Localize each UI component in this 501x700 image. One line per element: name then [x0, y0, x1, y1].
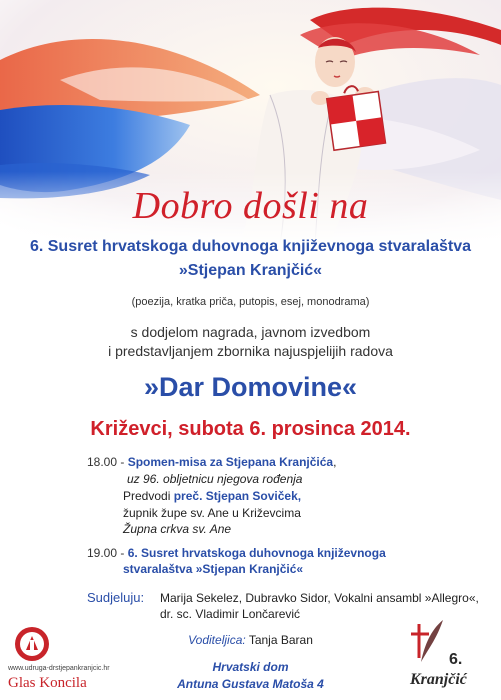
participants-label-text: Sudjeluju:: [87, 590, 145, 605]
host-label: Voditeljica:: [188, 633, 246, 647]
program-title: Spomen-misa za Stjepana Kranjčića: [127, 455, 334, 469]
venue-line1: Hrvatski dom: [212, 660, 289, 674]
program-time-2: 19.00 -: [87, 546, 125, 560]
collection-title: »Dar Domovine«: [143, 372, 358, 402]
intro-line1: s dodjelom nagrada, javnom izvedbom: [130, 324, 371, 340]
participants-label: [87, 590, 144, 605]
program-item-2: [87, 546, 386, 560]
participants-line1: Marija Sekelez, Dubravko Sidor, Vokalni ansambl »Allegro«,: [160, 591, 479, 605]
program-title-2-line2: stvaralaštva »Stjepan Kranjčić«: [123, 562, 304, 576]
welcome-heading: Dobro došli na: [132, 185, 369, 227]
program-title-2: 6. Susret hrvatskoga duhovnoga književnoga: [127, 546, 386, 560]
association-logo-icon: [14, 626, 50, 662]
kranjcic-logo-text: Kranjčić: [410, 671, 467, 688]
date-place: Križevci, subota 6. prosinca 2014.: [90, 418, 411, 440]
program-title-comma: ,: [333, 455, 337, 469]
genres-note: (poezija, kratka priča, putopis, esej, monodrama): [131, 296, 370, 308]
program-led-by: [123, 489, 301, 503]
celebrant-name: preč. Stjepan Soviček,: [173, 489, 302, 503]
venue-line2: Antuna Gustava Matoša 4: [177, 677, 324, 691]
participants-line2: dr. sc. Vladimir Lončarević: [160, 607, 301, 621]
glas-koncila-logo: Glas Koncila: [8, 675, 87, 691]
program-item-1: [87, 455, 336, 469]
event-title-line2: »Stjepan Kranjčić«: [178, 262, 323, 279]
program-time: 18.00 -: [87, 455, 125, 469]
event-title-line1: 6. Susret hrvatskoga duhovnoga književnoga stvaralaštva: [29, 238, 472, 255]
association-url: www.udruga-drstjepankranjcic.hr: [8, 665, 110, 672]
intro-line2: i predstavljanjem zbornika najuspjelijih radova: [108, 343, 393, 359]
host-name: Tanja Baran: [248, 633, 313, 647]
program-church: Župna crkva sv. Ane: [123, 522, 232, 536]
edition-number: 6.: [449, 651, 463, 668]
quill-cross-icon: [405, 618, 445, 668]
program-parish: župnik župe sv. Ane u Križevcima: [123, 506, 301, 520]
program-note: uz 96. obljetnicu njegova rođenja: [127, 472, 303, 486]
led-prefix: Predvodi: [123, 489, 171, 503]
